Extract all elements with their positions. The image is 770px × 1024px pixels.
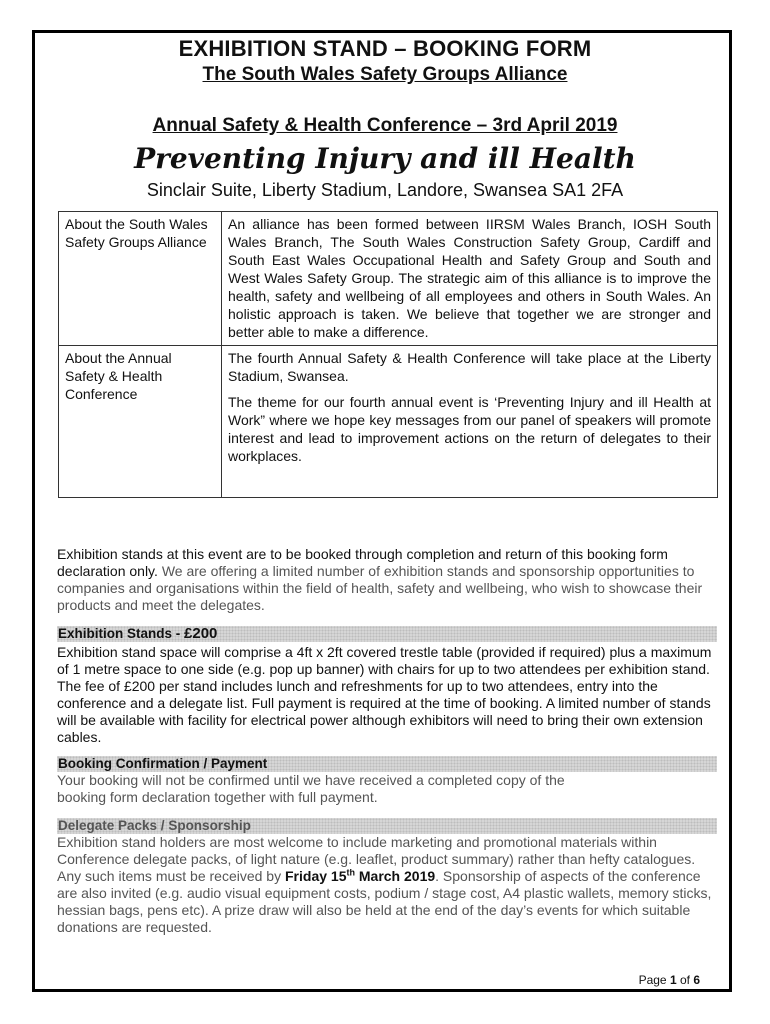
section-heading-stands <box>57 626 717 642</box>
info-text <box>222 212 718 346</box>
booking-body-line: Your booking will not be confirmed until we have received a completed copy of the <box>57 772 565 788</box>
page-current: 1 <box>669 973 677 987</box>
info-paragraph: The theme for our fourth annual event is ‘Preventing Injury and ill Health at Work” where we hope key messages from our panel of speakers will promote interest and lead to improvement actions on the return of delegates to their workplaces. <box>228 394 711 464</box>
form-title: EXHIBITION STAND – BOOKING FORM <box>178 36 592 61</box>
info-label: About the Annual Safety & Health Conference <box>59 346 222 498</box>
of-word: of <box>676 973 694 987</box>
packs-body-after: . Sponsorship of aspects of the conference are also invited (e.g. audio visual equipment costs, podium / stage cost, A4 plastic wallets, memory sticks, hessian bags, pens etc). A prize draw will also be held at the end of the day’s events for which suitable donations are requested. <box>57 868 712 935</box>
info-paragraph: The fourth Annual Safety & Health Conference will take place at the Liberty Stadium, Swansea. <box>228 350 711 384</box>
conference-theme: Preventing Injury and ill Health <box>134 142 636 175</box>
page-number <box>639 973 700 987</box>
section-heading-booking: Booking Confirmation / Payment <box>57 756 717 772</box>
info-label: About the South Wales Safety Groups Alliance <box>59 212 222 346</box>
organisation-name: The South Wales Safety Groups Alliance <box>202 64 568 85</box>
deadline-rest: March 2019 <box>354 868 436 884</box>
info-paragraph: An alliance has been formed between IIRSM Wales Branch, IOSH South Wales Branch, The South Wales Construction Safety Group, Cardiff and South East Wales Occupational Health and Safety Group and South and West Wales Safety Group. The strategic aim of this alliance is to improve the health, safety and wellbeing of all employees and others in South Wales. An holistic approach is taken. We believe that together we are stronger and better able to make a difference. <box>228 216 711 340</box>
venue-address: Sinclair Suite, Liberty Stadium, Landore, Swansea SA1 2FA <box>146 180 624 200</box>
page-total: 6 <box>693 973 700 987</box>
stands-body: Exhibition stand space will comprise a 4ft x 2ft covered trestle table (provided if required) plus a maximum of 1 metre space to one side (e.g. pop up banner) with chairs for up to two attendees per exhibition stand. The fee of £200 per stand includes lunch and refreshments for up to two attendees, entry into the conference and a delegate list. Full payment is required at the time of booking. A limited number of stands will be available with facility for electrical power although exhibitors will need to bring their own extension cables. <box>57 644 712 745</box>
section-heading-packs: Delegate Packs / Sponsorship <box>57 818 717 834</box>
intro-grey-text: We are offering a limited number of exhibition stands and sponsorship opportunities to companies and organisations within the field of health, safety and wellbeing, who wish to showcase their products and meet the delegates. <box>57 563 703 613</box>
stand-price: £200 <box>184 625 218 642</box>
page-word: Page <box>638 973 670 987</box>
packs-body <box>57 834 717 936</box>
info-row-alliance <box>59 212 718 346</box>
section-heading-text: Exhibition Stands - <box>58 626 185 641</box>
intro-paragraph <box>57 546 717 614</box>
booking-body <box>57 772 717 806</box>
packs-deadline <box>285 868 435 884</box>
packs-body-before: Exhibition stand holders are most welcome to include marketing and promotional materials within Conference delegate packs, of light nature (e.g. leaflet, product summary) rather than hefty catalogues. Any such items must be received by <box>57 834 696 884</box>
info-row-conference <box>59 346 718 498</box>
info-text <box>222 346 718 498</box>
deadline-suffix: th <box>346 867 355 878</box>
info-table <box>58 211 718 498</box>
event-title: Annual Safety & Health Conference – 3rd April 2019 <box>152 115 618 136</box>
intro-dark-text: Exhibition stands at this event are to be booked through completion and return of this booking form declaration only. <box>57 546 668 579</box>
booking-body-line: booking form declaration together with full payment. <box>57 789 378 805</box>
deadline-day: Friday 15 <box>285 868 347 884</box>
